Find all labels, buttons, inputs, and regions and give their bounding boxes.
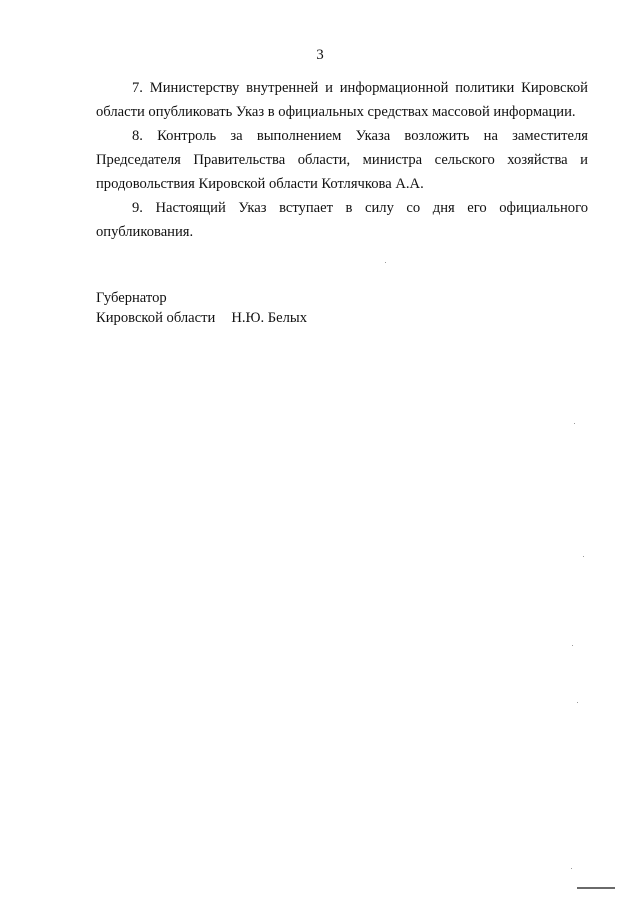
- signature-position-line2: [96, 308, 307, 328]
- paragraph-7: 7. Министерству внутренней и информационной политики Кировской области опубликовать Указ в официальных средствах массовой информации.: [96, 80, 588, 120]
- scan-speck: [583, 556, 584, 557]
- page-number: 3: [316, 47, 324, 63]
- paragraph-8: 8. Контроль за выполнением Указа возложить на заместителя Председателя Правительства области, министра сельского хозяйства и продовольствия Кировской области Котлячкова А.А.: [96, 128, 588, 192]
- document-body: [96, 76, 588, 244]
- scan-speck: [574, 423, 575, 424]
- scan-mark: [577, 887, 615, 889]
- scan-speck: [385, 262, 386, 263]
- signature-block: [96, 288, 307, 328]
- signature-region: Кировской области: [96, 310, 216, 326]
- paragraph-9: 9. Настоящий Указ вступает в силу со дня его официального опубликования.: [96, 200, 588, 240]
- signature-name: Н.Ю. Белых: [231, 310, 308, 326]
- scan-speck: [572, 645, 573, 646]
- scan-speck: [571, 868, 572, 869]
- signature-position-line1: Губернатор: [96, 290, 167, 306]
- scan-speck: [577, 702, 578, 703]
